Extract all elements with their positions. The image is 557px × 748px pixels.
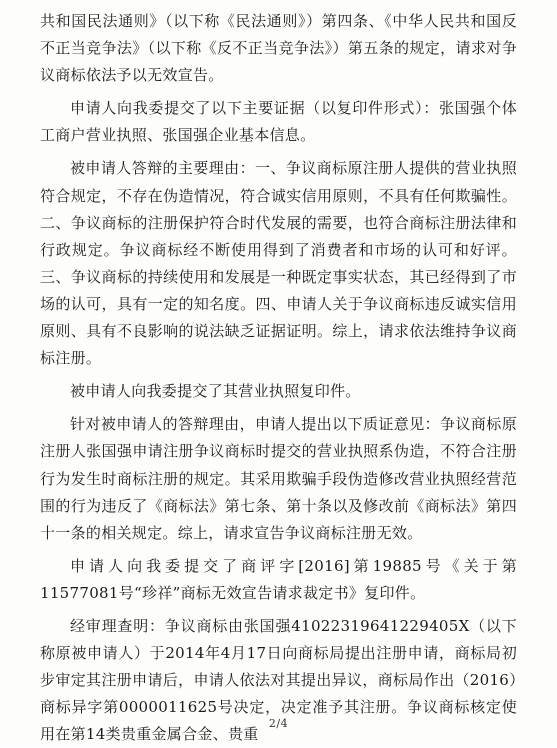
paragraph-applicant-evidence: 申请人向我委提交了以下主要证据（以复印件形式）：张国强个体工商户营业执照、张国强企业基本信息。 (40, 99, 517, 145)
paragraph-applicant-ruling-copy: 申请人向我委提交了商评字[2016]第19885号《关于第11577081号“珍祥”商标无效宣告请求裁定书》复印件。 (40, 556, 517, 602)
paragraph-cross-examination: 针对被申请人的答辩理由，申请人提出以下质证意见：争议商标原注册人张国强申请注册争议商标时提交的营业执照系伪造，不符合注册行为发生时商标注册的规定。其采用欺骗手段伪造修改营业执照经营范围的行为违反了《商标法》第七条、第十条以及修改前《商标法》第四十一条的相关规定。综上，请求宣告争议商标注册无效。 (40, 415, 517, 542)
paragraph-findings: 经审理查明：争议商标由张国强41022319641229405X（以下称原被申请人）于2014年4月17日向商标局提出注册申请，商标局初步审定其注册申请后，申请人依法对其提出异议，商标局作出（2016）商标异字第0000011625号决定，决定准予其注册。争议商标核定使用在第14类贵重金属合金、贵重 (40, 616, 517, 744)
paragraph-respondent-evidence: 被申请人向我委提交了其营业执照复印件。 (70, 382, 361, 401)
paragraph-respondent-defense: 被申请人答辩的主要理由：一、争议商标原注册人提供的营业执照符合规定，不存在伪造情况，符合诚实信用原则，不具有任何欺骗性。二、争议商标的注册保护符合时代发展的需要，也符合商标注册法律和行政规定。争议商标经不断使用得到了消费者和市场的认可和好评。三、争议商标的持续使用和发展是一种既定事实状态，其已经得到了市场的认可，具有一定的知名度。四、申请人关于争议商标违反诚实信用原则、具有不良影响的说法缺乏证据证明。综上，请求依法维持争议商标注册。 (40, 159, 517, 368)
paragraph-legal-basis: 共和国民法通则》（以下称《民法通则》）第四条、《中华人民共和国反不正当竞争法》（以下称《反不正当竞争法》）第五条的规定，请求对争议商标依法予以无效宣告。 (40, 12, 517, 85)
page-number: 2/4 (268, 717, 289, 730)
